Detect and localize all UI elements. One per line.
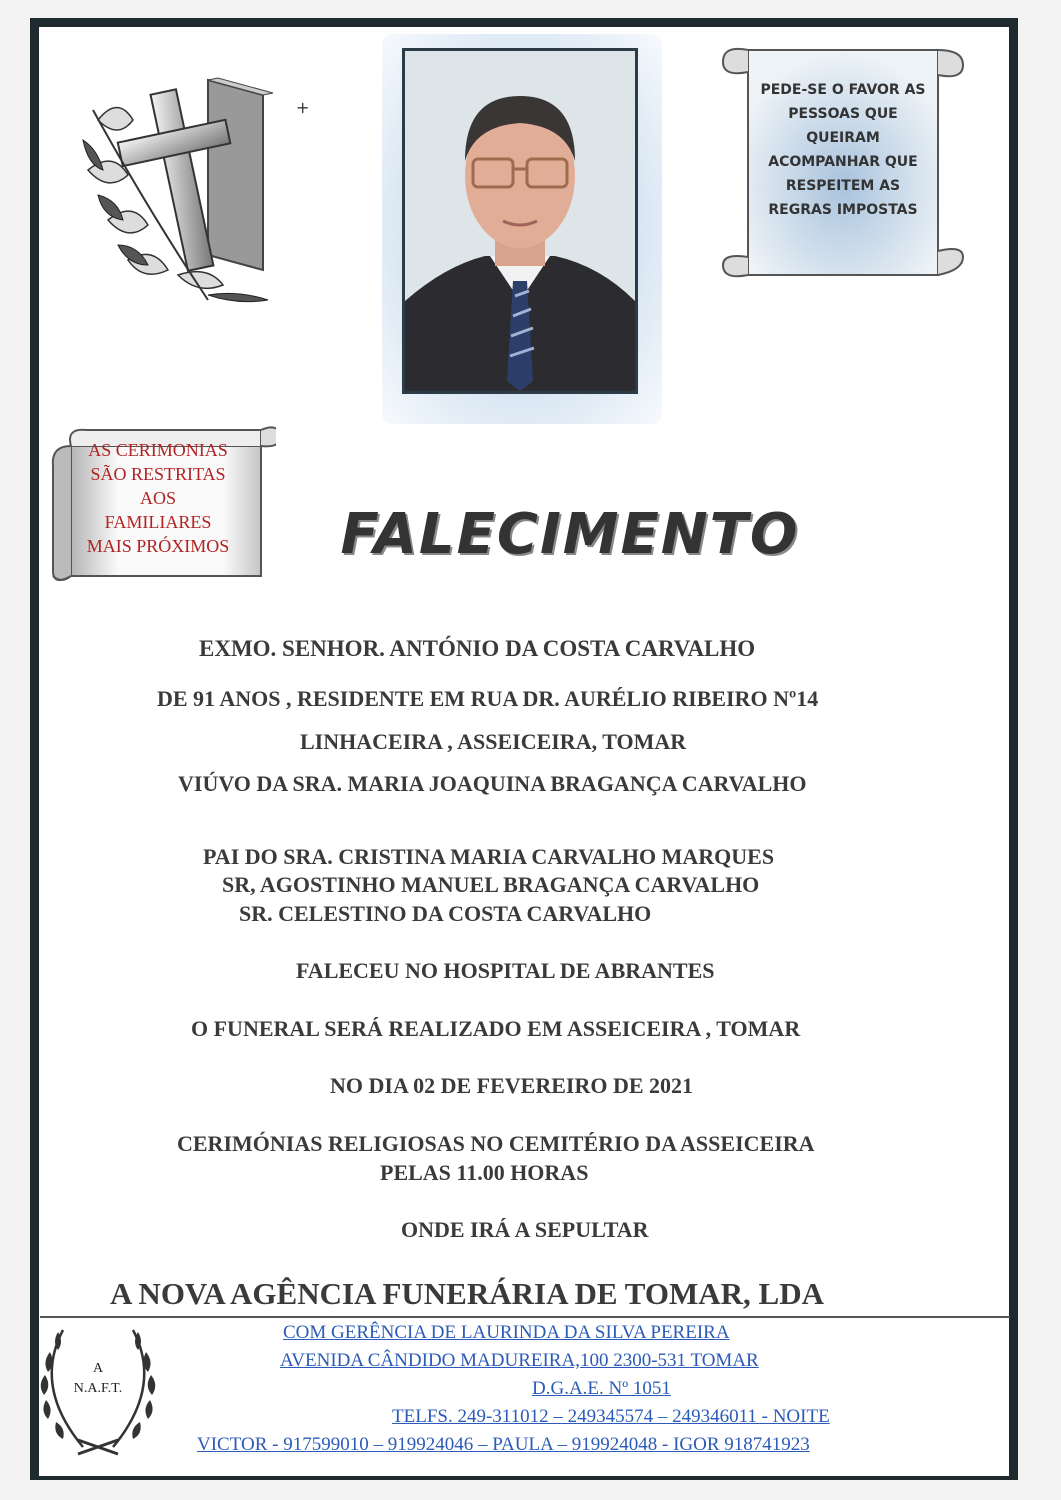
ceremony-line: CERIMÓNIAS RELIGIOSAS NO CEMITÉRIO DA ASSEICEIRA <box>177 1131 815 1156</box>
scroll-right-line: QUEIRAM <box>806 130 880 146</box>
children-line: SR. CELESTINO DA COSTA CARVALHO <box>239 901 652 926</box>
portrait-photo <box>402 48 638 394</box>
scroll-right-message <box>738 78 948 222</box>
management-line: COM GERÊNCIA DE LAURINDA DA SILVA PEREIRA <box>283 1322 730 1343</box>
footer-divider <box>40 1316 1010 1318</box>
mobiles-line[interactable]: VICTOR - 917599010 – 919924046 – PAULA – 919924048 - IGOR 918741923 <box>197 1434 810 1455</box>
locality-line: LINHACEIRA , ASSEICEIRA, TOMAR <box>300 729 687 754</box>
scroll-left-line: AOS <box>139 488 176 508</box>
logo-lettering: A <box>92 1361 104 1376</box>
phones-line[interactable]: TELFS. 249-311012 – 249345574 – 249346011 - NOITE <box>392 1406 830 1427</box>
children-line: SR, AGOSTINHO MANUEL BRAGANÇA CARVALHO <box>222 872 760 897</box>
scroll-left-message <box>68 438 248 558</box>
scroll-left-line: FAMILIARES <box>104 512 212 532</box>
burial-line: ONDE IRÁ A SEPULTAR <box>401 1217 649 1242</box>
dgae-line: D.G.A.E. Nº 1051 <box>532 1378 671 1399</box>
logo-lettering: N.A.F.T. <box>73 1381 123 1396</box>
death-place-line: FALECEU NO HOSPITAL DE ABRANTES <box>296 958 715 983</box>
deceased-name: EXMO. SENHOR. ANTÓNIO DA COSTA CARVALHO <box>199 636 756 661</box>
scroll-right-line: PEDE-SE O FAVOR AS <box>760 82 926 98</box>
scroll-left-line: MAIS PRÓXIMOS <box>86 536 230 556</box>
widower-line: VIÚVO DA SRA. MARIA JOAQUINA BRAGANÇA CARVALHO <box>178 771 807 796</box>
children-line: PAI DO SRA. CRISTINA MARIA CARVALHO MARQUES <box>203 844 775 869</box>
page-title: FALECIMENTO <box>340 502 800 567</box>
scroll-left-line: AS CERIMONIAS <box>88 440 228 460</box>
funeral-date-line: NO DIA 02 DE FEVEREIRO DE 2021 <box>330 1073 694 1098</box>
ceremony-time-line: PELAS 11.00 HORAS <box>380 1160 589 1185</box>
scroll-right-line: ACOMPANHAR QUE <box>768 154 918 170</box>
agency-name: A NOVA AGÊNCIA FUNERÁRIA DE TOMAR, LDA <box>110 1276 824 1311</box>
funeral-location-line: O FUNERAL SERÁ REALIZADO EM ASSEICEIRA , TOMAR <box>191 1016 801 1041</box>
age-address-line: DE 91 ANOS , RESIDENTE EM RUA DR. AURÉLIO RIBEIRO Nº14 <box>157 686 819 711</box>
scroll-right-line: REGRAS IMPOSTAS <box>768 202 918 218</box>
laurel-wreath-icon <box>28 1312 168 1462</box>
scroll-right-line: RESPEITEM AS <box>785 178 901 194</box>
scroll-right-line: PESSOAS QUE <box>788 106 898 122</box>
scroll-left-line: SÃO RESTRITAS <box>90 464 226 484</box>
small-cross-icon: + <box>296 98 310 117</box>
address-line: AVENIDA CÂNDIDO MADUREIRA,100 2300-531 TOMAR <box>280 1350 759 1371</box>
cross-with-lilies-icon <box>58 60 308 310</box>
